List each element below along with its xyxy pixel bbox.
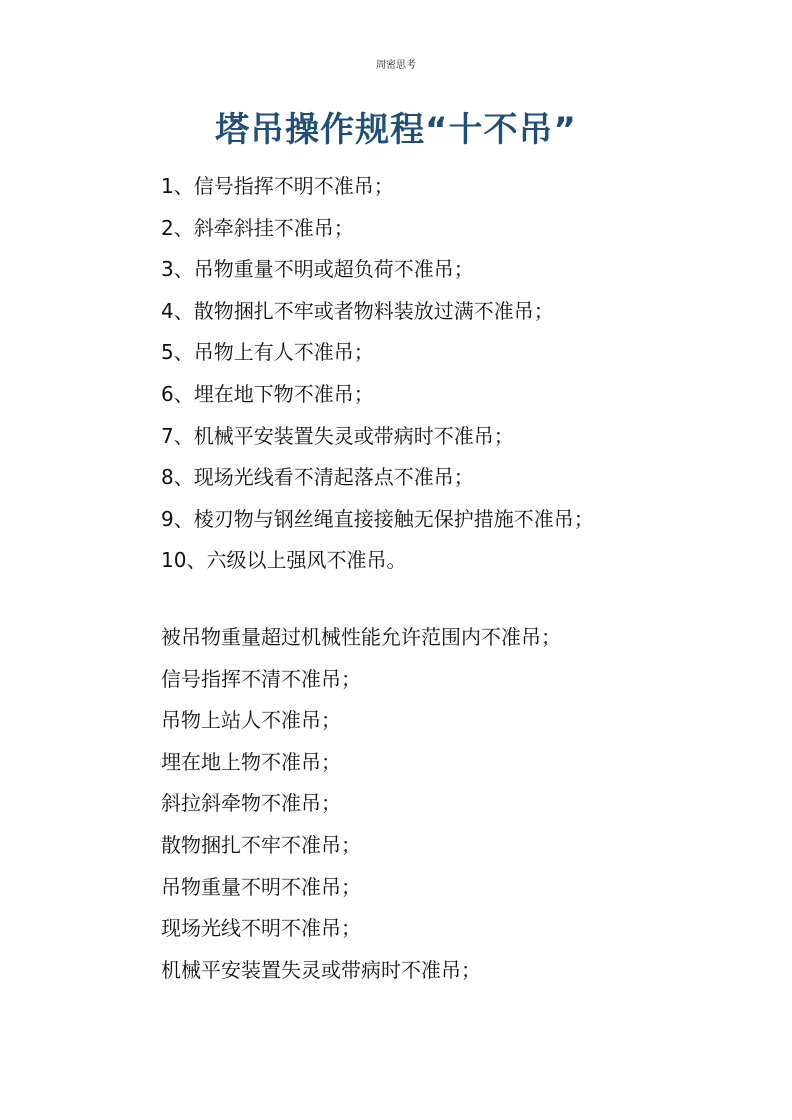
rules-list (161, 166, 594, 582)
list-item: 机械平安装置失灵或带病时不准吊； (161, 957, 481, 982)
list-item: 10、六级以上强风不准吊。 (161, 548, 407, 573)
rules-alt-list (161, 617, 561, 991)
document-title: 塔吊操作规程“十不吊” (215, 110, 577, 150)
list-item: 吊物重量不明不准吊； (161, 874, 361, 899)
page-header: 周密思考 (376, 60, 416, 71)
list-item: 9、棱刃物与钢丝绳直接接触无保护措施不准吊； (161, 506, 594, 531)
list-item: 4、散物捆扎不牢或者物料装放过满不准吊； (161, 298, 554, 323)
list-item: 8、现场光线看不清起落点不准吊； (161, 465, 474, 490)
list-item: 吊物上站人不准吊； (161, 708, 341, 733)
list-item: 5、吊物上有人不准吊； (161, 340, 374, 365)
list-item: 散物捆扎不牢不准吊； (161, 832, 361, 857)
list-item: 埋在地上物不准吊； (161, 749, 341, 774)
list-item: 3、吊物重量不明或超负荷不准吊； (161, 257, 474, 282)
list-item: 被吊物重量超过机械性能允许范围内不准吊； (161, 625, 561, 649)
list-item: 信号指挥不清不准吊； (161, 666, 361, 691)
list-item: 斜拉斜牵物不准吊； (161, 791, 341, 816)
list-item: 7、机械平安装置失灵或带病时不准吊； (161, 423, 514, 448)
list-item: 1、信号指挥不明不准吊； (161, 174, 394, 198)
list-item: 现场光线不明不准吊； (161, 916, 361, 941)
list-item: 6、埋在地下物不准吊； (161, 381, 374, 406)
list-item: 2、斜牵斜挂不准吊； (161, 215, 354, 240)
